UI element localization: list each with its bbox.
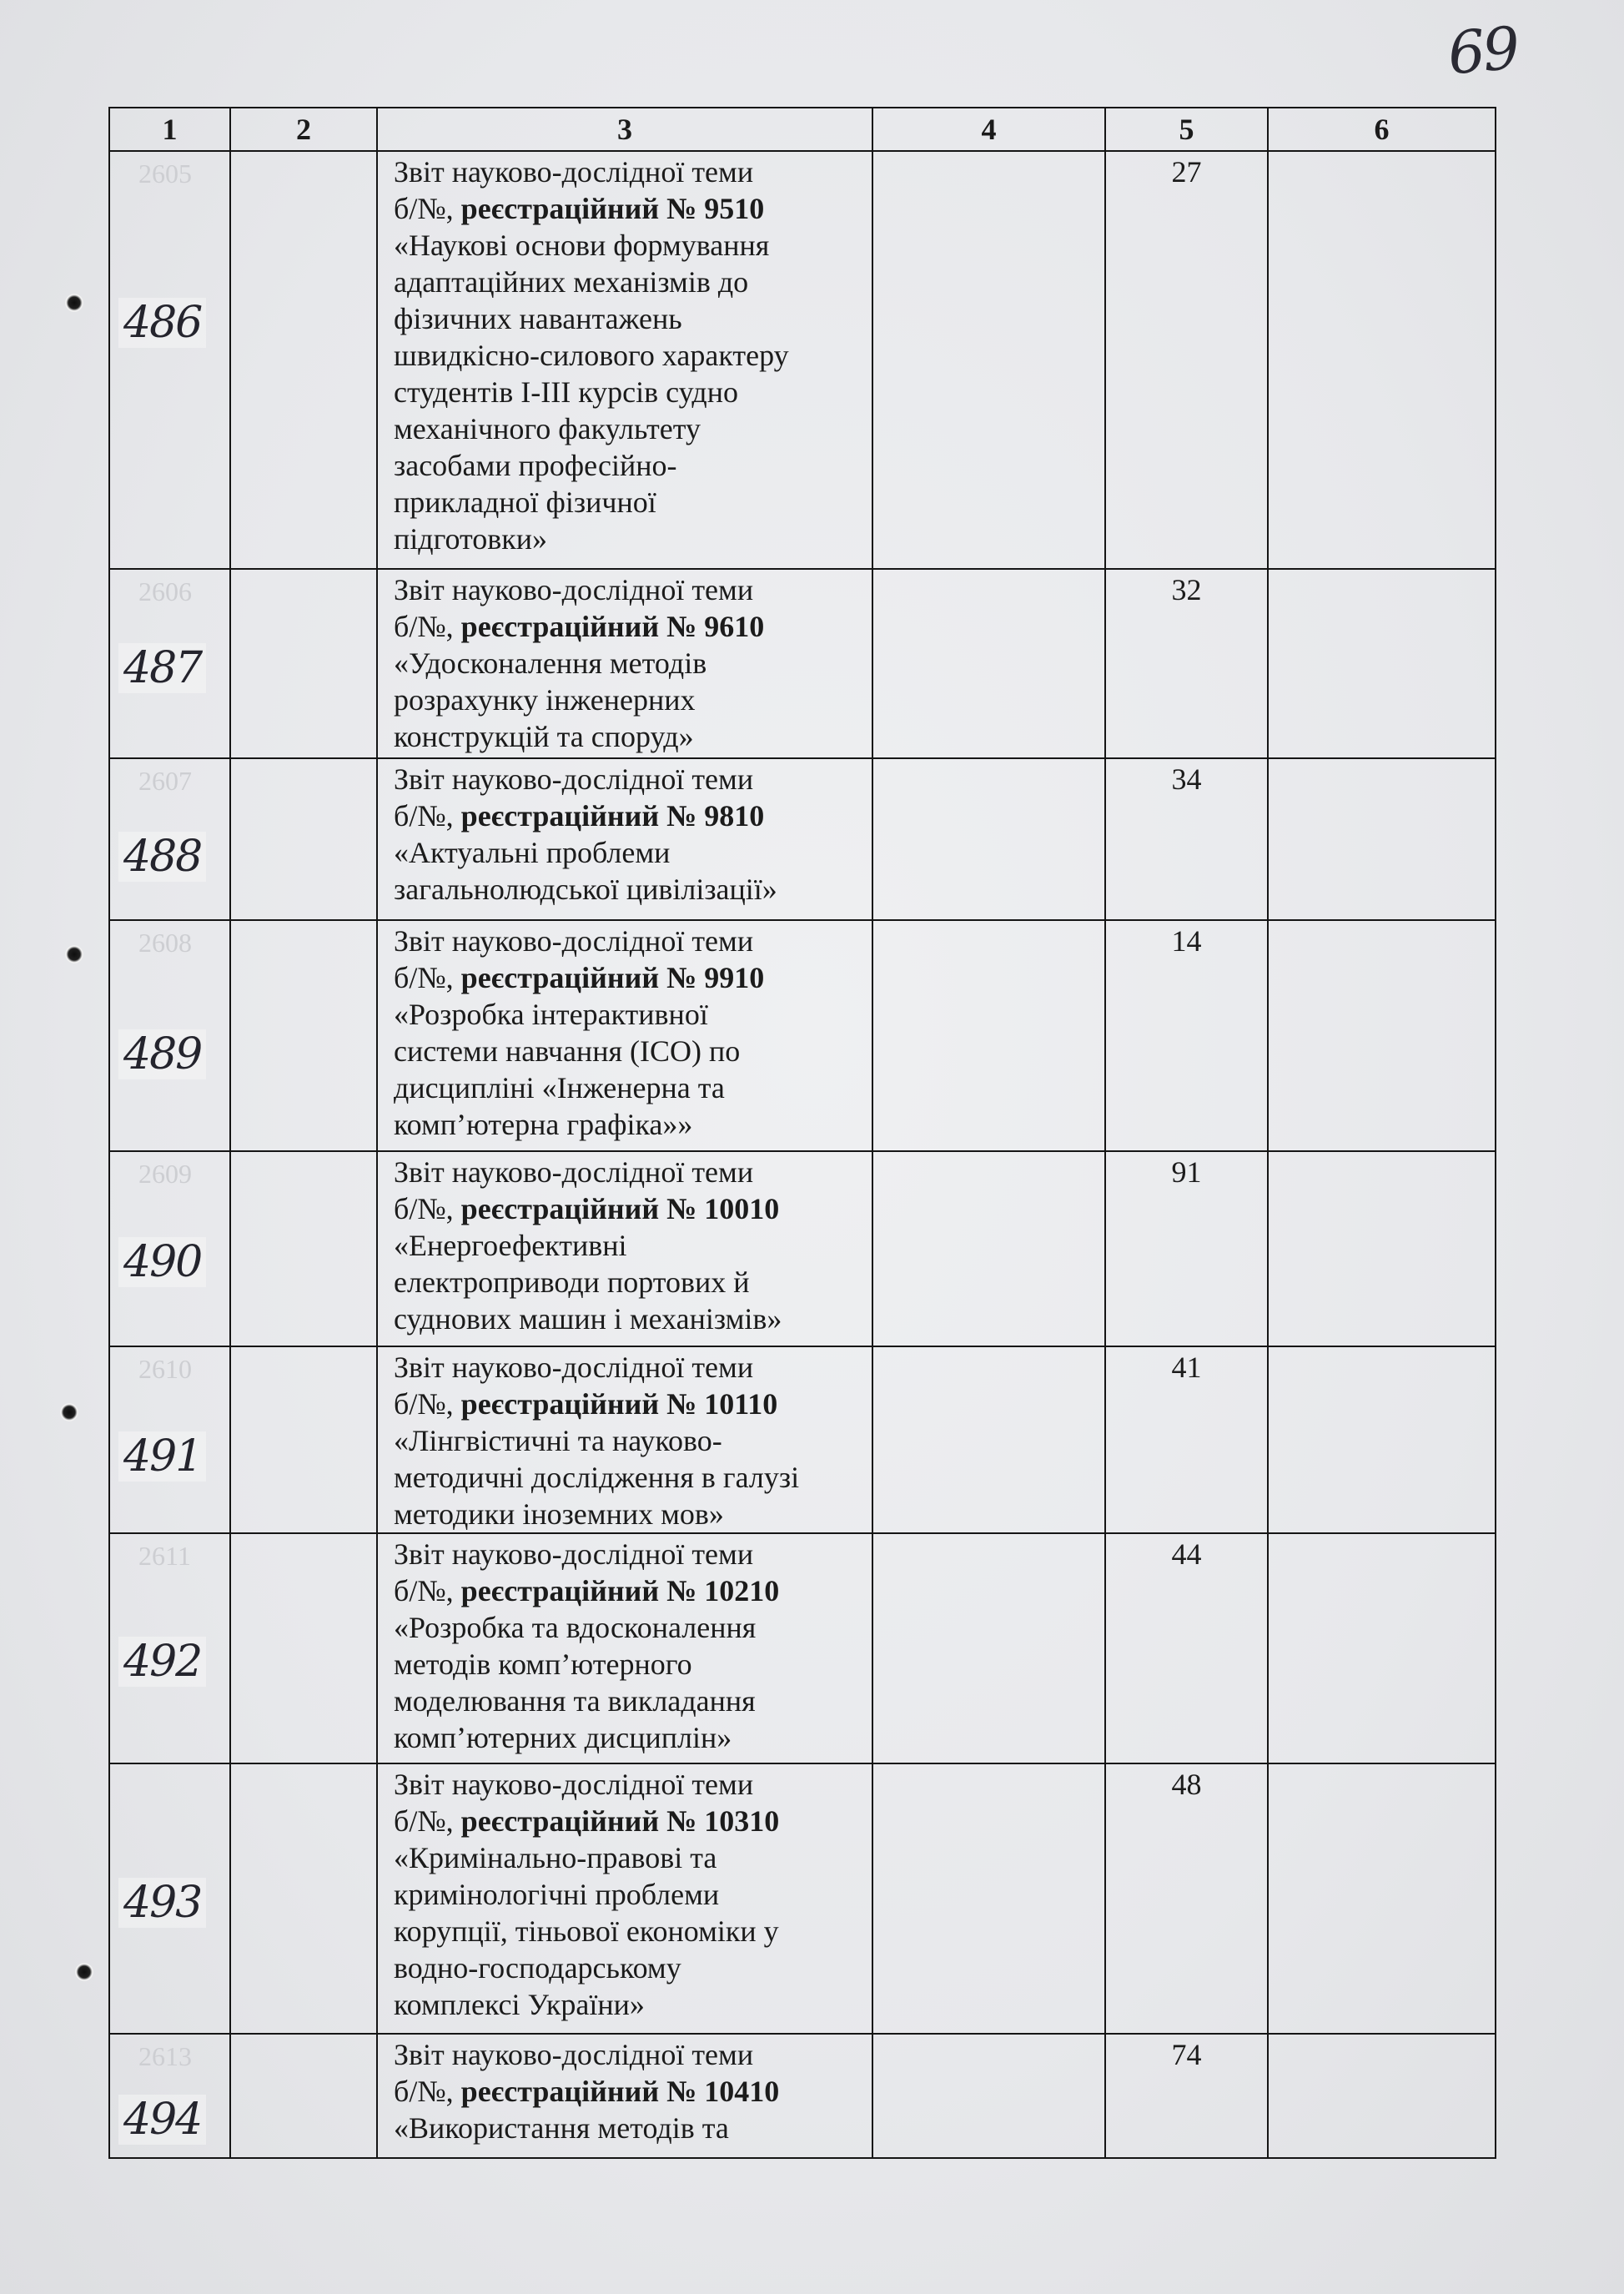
registration-prefix: б/№, bbox=[394, 1574, 461, 1607]
cell-item-number bbox=[109, 569, 230, 758]
registration-line bbox=[394, 1572, 872, 1609]
description-title-line: методів комп’ютерного bbox=[394, 1648, 692, 1681]
column-5-value: 74 bbox=[1171, 2038, 1202, 2071]
cell-column-5 bbox=[1105, 1763, 1268, 2034]
description-title-line: «Використання методів та bbox=[394, 2111, 729, 2145]
handwritten-item-number: 492 bbox=[118, 1637, 206, 1687]
handwritten-item-number: 491 bbox=[118, 1431, 206, 1482]
cell-column-6 bbox=[1268, 151, 1496, 569]
cell-description bbox=[377, 569, 872, 758]
cell-column-2 bbox=[230, 2034, 377, 2158]
description-title-line: «Розробка та вдосконалення bbox=[394, 1611, 757, 1644]
cell-item-number bbox=[109, 1763, 230, 2034]
registration-prefix: б/№, bbox=[394, 799, 461, 833]
handwritten-item-number: 490 bbox=[118, 1237, 206, 1287]
cell-description bbox=[377, 758, 872, 920]
cell-column-4 bbox=[872, 1533, 1105, 1763]
table-row bbox=[109, 569, 1496, 758]
registration-line bbox=[394, 1190, 872, 1227]
table-row bbox=[109, 151, 1496, 569]
faded-stamp-number: 2605 bbox=[138, 158, 192, 189]
faded-stamp-number: 2606 bbox=[138, 576, 192, 606]
cell-description bbox=[377, 1346, 872, 1533]
cell-description bbox=[377, 1151, 872, 1346]
description-heading: Звіт науково-дослідної теми bbox=[394, 2038, 754, 2071]
description-title-line: корупції, тіньової економіки у bbox=[394, 1914, 779, 1948]
description-heading: Звіт науково-дослідної теми bbox=[394, 1537, 754, 1571]
registration-number: реєстраційний № 9910 bbox=[460, 961, 765, 994]
description-title-line: «Актуальні проблеми bbox=[394, 836, 671, 869]
column-header-3: 3 bbox=[377, 108, 872, 151]
table-body bbox=[109, 151, 1496, 2158]
cell-column-6 bbox=[1268, 1533, 1496, 1763]
cell-column-4 bbox=[872, 920, 1105, 1151]
registration-line bbox=[394, 1803, 872, 1839]
inventory-table bbox=[108, 107, 1496, 2159]
registration-line bbox=[394, 1386, 872, 1422]
column-5-value: 34 bbox=[1171, 762, 1202, 796]
registration-line bbox=[394, 2073, 872, 2110]
column-5-value: 27 bbox=[1171, 155, 1202, 189]
cell-description bbox=[377, 1763, 872, 2034]
description-heading: Звіт науково-дослідної теми bbox=[394, 762, 754, 796]
column-header-6: 6 bbox=[1268, 108, 1496, 151]
faded-stamp-number: 2608 bbox=[138, 928, 192, 958]
description-title-line: загальнолюдської цивілізації» bbox=[394, 873, 777, 906]
table-row bbox=[109, 1151, 1496, 1346]
cell-column-5 bbox=[1105, 1151, 1268, 1346]
registration-prefix: б/№, bbox=[394, 192, 461, 225]
description-heading: Звіт науково-дослідної теми bbox=[394, 1768, 754, 1801]
cell-column-5 bbox=[1105, 569, 1268, 758]
cell-column-2 bbox=[230, 1763, 377, 2034]
cell-column-5 bbox=[1105, 920, 1268, 1151]
handwritten-item-number: 494 bbox=[118, 2095, 206, 2145]
registration-line bbox=[394, 608, 872, 645]
description-title-line: «Кримінально-правові та bbox=[394, 1841, 717, 1874]
table-header-row bbox=[109, 108, 1496, 151]
description-title-line: конструкцій та споруд» bbox=[394, 720, 694, 753]
description-title-line: системи навчання (ІСО) по bbox=[394, 1034, 741, 1068]
registration-prefix: б/№, bbox=[394, 961, 461, 994]
cell-item-number bbox=[109, 2034, 230, 2158]
description-title-line: методичні дослідження в галузі bbox=[394, 1461, 800, 1494]
cell-column-4 bbox=[872, 569, 1105, 758]
column-5-value: 32 bbox=[1171, 573, 1202, 606]
description-title-line: «Удосконалення методів bbox=[394, 646, 707, 680]
description-title-line: методики іноземних мов» bbox=[394, 1497, 724, 1531]
description-title-line: моделювання та викладання bbox=[394, 1684, 756, 1718]
punch-hole bbox=[65, 945, 83, 963]
faded-stamp-number: 2609 bbox=[138, 1159, 192, 1189]
cell-column-5 bbox=[1105, 151, 1268, 569]
column-5-value: 44 bbox=[1171, 1537, 1202, 1571]
description-title-line: «Лінгвістичні та науково- bbox=[394, 1424, 722, 1457]
column-header-4: 4 bbox=[872, 108, 1105, 151]
cell-column-4 bbox=[872, 2034, 1105, 2158]
description-title-line: адаптаційних механізмів до bbox=[394, 265, 749, 299]
cell-column-2 bbox=[230, 1151, 377, 1346]
description-title-line: швидкісно-силового характеру bbox=[394, 339, 789, 372]
cell-column-4 bbox=[872, 1763, 1105, 2034]
cell-description bbox=[377, 2034, 872, 2158]
cell-column-6 bbox=[1268, 569, 1496, 758]
handwritten-item-number: 493 bbox=[118, 1878, 206, 1928]
description-title-line: комп’ютерних дисциплін» bbox=[394, 1721, 732, 1754]
cell-column-6 bbox=[1268, 2034, 1496, 2158]
faded-stamp-number: 2607 bbox=[138, 766, 192, 796]
cell-column-2 bbox=[230, 758, 377, 920]
description-title-line: «Розробка інтерактивної bbox=[394, 998, 708, 1031]
description-title-line: фізичних навантажень bbox=[394, 302, 682, 335]
registration-number: реєстраційний № 10210 bbox=[460, 1574, 780, 1607]
description-title-line: дисципліні «Інженерна та bbox=[394, 1071, 725, 1104]
column-header-5: 5 bbox=[1105, 108, 1268, 151]
description-heading: Звіт науково-дослідної теми bbox=[394, 924, 754, 958]
cell-description bbox=[377, 1533, 872, 1763]
cell-column-6 bbox=[1268, 1151, 1496, 1346]
registration-prefix: б/№, bbox=[394, 1387, 461, 1421]
cell-column-2 bbox=[230, 1533, 377, 1763]
handwritten-item-number: 488 bbox=[118, 832, 206, 882]
cell-description bbox=[377, 920, 872, 1151]
cell-item-number bbox=[109, 1533, 230, 1763]
registration-line bbox=[394, 797, 872, 834]
cell-column-2 bbox=[230, 569, 377, 758]
punch-hole bbox=[75, 1963, 93, 1981]
cell-column-4 bbox=[872, 758, 1105, 920]
description-heading: Звіт науково-дослідної теми bbox=[394, 573, 754, 606]
column-header-2: 2 bbox=[230, 108, 377, 151]
table-row bbox=[109, 2034, 1496, 2158]
column-5-value: 41 bbox=[1171, 1351, 1202, 1384]
registration-number: реєстраційний № 10110 bbox=[460, 1387, 778, 1421]
cell-column-5 bbox=[1105, 1533, 1268, 1763]
registration-prefix: б/№, bbox=[394, 1804, 461, 1838]
column-5-value: 91 bbox=[1171, 1155, 1202, 1189]
description-title-line: суднових машин і механізмів» bbox=[394, 1302, 782, 1336]
registration-number: реєстраційний № 9510 bbox=[460, 192, 765, 225]
registration-number: реєстраційний № 10010 bbox=[460, 1192, 780, 1225]
cell-column-6 bbox=[1268, 758, 1496, 920]
description-title-line: водно-господарському bbox=[394, 1951, 681, 1985]
description-heading: Звіт науково-дослідної теми bbox=[394, 1155, 754, 1189]
description-title-line: підготовки» bbox=[394, 522, 547, 556]
description-title-line: комплексі України» bbox=[394, 1988, 645, 2021]
description-title-line: електроприводи портових й bbox=[394, 1265, 750, 1299]
table-row bbox=[109, 920, 1496, 1151]
table-row bbox=[109, 1763, 1496, 2034]
column-header-1: 1 bbox=[109, 108, 230, 151]
cell-column-6 bbox=[1268, 1346, 1496, 1533]
description-title-line: комп’ютерна графіка»» bbox=[394, 1108, 693, 1141]
punch-hole bbox=[60, 1403, 78, 1421]
description-title-line: розрахунку інженерних bbox=[394, 683, 696, 717]
registration-prefix: б/№, bbox=[394, 610, 461, 643]
description-title-line: «Енергоефективні bbox=[394, 1229, 627, 1262]
description-heading: Звіт науково-дослідної теми bbox=[394, 1351, 754, 1384]
description-title-line: «Наукові основи формування bbox=[394, 229, 770, 262]
registration-line bbox=[394, 959, 872, 996]
registration-number: реєстраційний № 10310 bbox=[460, 1804, 780, 1838]
cell-description bbox=[377, 151, 872, 569]
cell-item-number bbox=[109, 1151, 230, 1346]
description-title-line: засобами професійно- bbox=[394, 449, 677, 482]
cell-item-number bbox=[109, 1346, 230, 1533]
cell-item-number bbox=[109, 758, 230, 920]
description-title-line: студентів І-ІІІ курсів судно bbox=[394, 375, 738, 409]
cell-column-4 bbox=[872, 1346, 1105, 1533]
cell-column-5 bbox=[1105, 758, 1268, 920]
cell-item-number bbox=[109, 151, 230, 569]
table-row bbox=[109, 1533, 1496, 1763]
column-5-value: 14 bbox=[1171, 924, 1202, 958]
handwritten-page-number: 69 bbox=[1445, 13, 1521, 88]
description-title-line: механічного факультету bbox=[394, 412, 701, 445]
description-heading: Звіт науково-дослідної теми bbox=[394, 155, 754, 189]
cell-column-2 bbox=[230, 920, 377, 1151]
cell-column-6 bbox=[1268, 920, 1496, 1151]
punch-hole bbox=[65, 294, 83, 312]
cell-column-6 bbox=[1268, 1763, 1496, 2034]
handwritten-item-number: 489 bbox=[118, 1029, 206, 1079]
cell-column-2 bbox=[230, 151, 377, 569]
cell-column-4 bbox=[872, 151, 1105, 569]
faded-stamp-number: 2611 bbox=[138, 1541, 191, 1571]
column-5-value: 48 bbox=[1171, 1768, 1202, 1801]
registration-prefix: б/№, bbox=[394, 2075, 461, 2108]
registration-number: реєстраційний № 9810 bbox=[460, 799, 765, 833]
cell-item-number bbox=[109, 920, 230, 1151]
description-title-line: прикладної фізичної bbox=[394, 485, 656, 519]
registration-number: реєстраційний № 9610 bbox=[460, 610, 765, 643]
cell-column-5 bbox=[1105, 1346, 1268, 1533]
registration-number: реєстраційний № 10410 bbox=[460, 2075, 780, 2108]
cell-column-2 bbox=[230, 1346, 377, 1533]
registration-prefix: б/№, bbox=[394, 1192, 461, 1225]
faded-stamp-number: 2610 bbox=[138, 1354, 192, 1384]
table-row bbox=[109, 758, 1496, 920]
registration-line bbox=[394, 190, 872, 227]
handwritten-item-number: 486 bbox=[118, 298, 206, 348]
table-row bbox=[109, 1346, 1496, 1533]
cell-column-4 bbox=[872, 1151, 1105, 1346]
description-title-line: кримінологічні проблеми bbox=[394, 1878, 720, 1911]
faded-stamp-number: 2613 bbox=[138, 2041, 192, 2071]
cell-column-5 bbox=[1105, 2034, 1268, 2158]
handwritten-item-number: 487 bbox=[118, 643, 206, 693]
